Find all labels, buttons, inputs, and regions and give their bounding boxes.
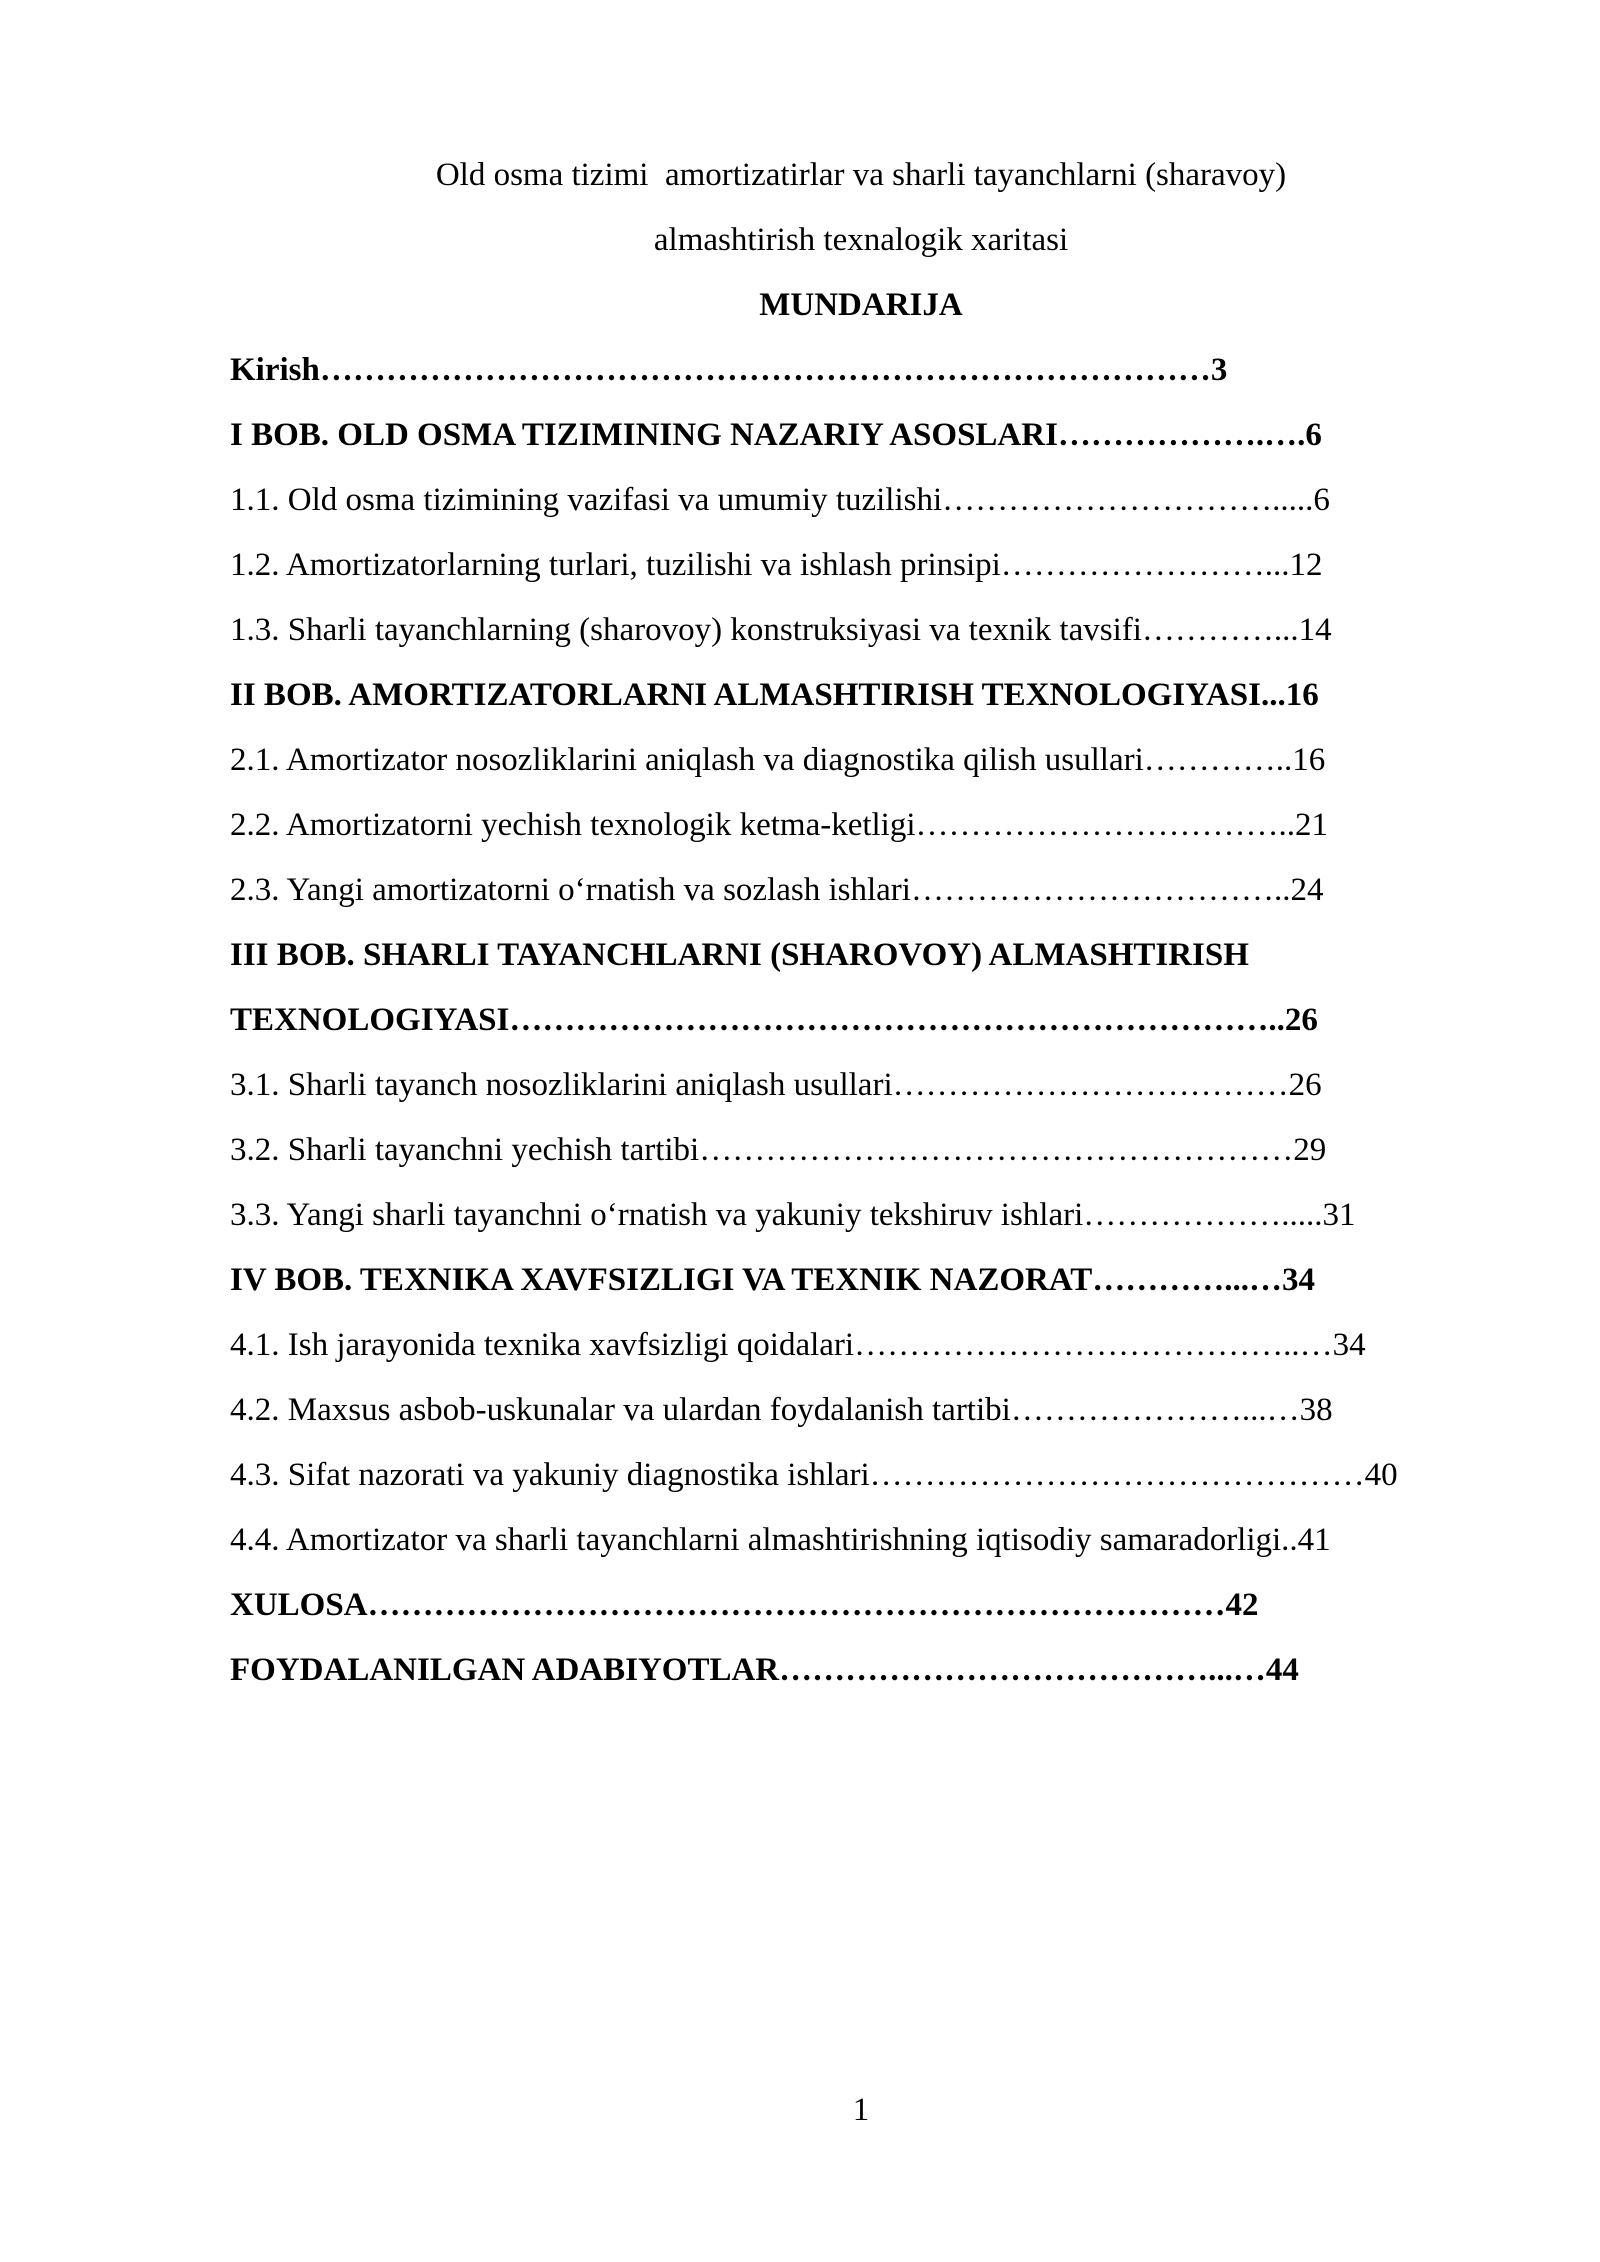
toc-entry: FOYDALANILGAN ADABIYOTLAR…………………………………...…44 xyxy=(230,1652,1299,1688)
toc-entry: 3.3. Yangi sharli tayanchni oʻrnatish va yakuniy tekshiruv ishlari……………….....31 xyxy=(230,1197,1356,1233)
toc-entry: 2.2. Amortizatorni yechish texnologik ketma-ketligi……………………………..21 xyxy=(230,807,1329,843)
toc-entry: I BOB. OLD OSMA TIZIMINING NAZARIY ASOSLARI……………….….6 xyxy=(230,417,1322,453)
contents-heading: MUNDARIJA xyxy=(759,287,963,323)
toc-entry: XULOSA……………………………………………………………………42 xyxy=(230,1587,1259,1623)
toc-entry: 4.4. Amortizator va sharli tayanchlarni almashtirishning iqtisodiy samaradorligi..41 xyxy=(230,1522,1331,1558)
toc-entry: 1.3. Sharli tayanchlarning (sharovoy) konstruksiyasi va texnik tavsifi…………...14 xyxy=(230,612,1332,648)
toc-entry: 3.1. Sharli tayanch nosozliklarini aniqlash usullari………………………………26 xyxy=(230,1067,1322,1103)
toc-entry: III BOB. SHARLI TAYANCHLARNI (SHAROVOY) ALMASHTIRISH xyxy=(230,937,1249,973)
page-number: 1 xyxy=(852,2092,870,2128)
document-title-line-2: almashtirish texnalogik xaritasi xyxy=(653,222,1069,258)
toc-entry: 4.2. Maxsus asbob-uskunalar va ulardan foydalanish tartibi…………………...…38 xyxy=(230,1392,1333,1428)
toc-entry: 1.2. Amortizatorlarning turlari, tuzilishi va ishlash prinsipi……………………...12 xyxy=(230,547,1323,583)
toc-entry: IV BOB. TEXNIKA XAVFSIZLIGI VA TEXNIK NAZORAT…………...…34 xyxy=(230,1262,1316,1298)
toc-entry: 4.3. Sifat nazorati va yakuniy diagnostika ishlari………………………………………40 xyxy=(230,1457,1398,1493)
toc-entry: Kirish………………………………………………………………………3 xyxy=(230,352,1228,388)
toc-entry: TEXNOLOGIYASI……………………………………………………………..26 xyxy=(230,1002,1318,1038)
toc-entry: 4.1. Ish jarayonida texnika xavfsizligi qoidalari…………………………………..…34 xyxy=(230,1327,1366,1363)
table-of-contents xyxy=(230,350,1490,1715)
toc-entry: 1.1. Old osma tizimining vazifasi va umumiy tuzilishi………………………….....6 xyxy=(230,482,1330,518)
toc-entry: 3.2. Sharli tayanchni yechish tartibi………………………………………………29 xyxy=(230,1132,1327,1168)
toc-entry: 2.3. Yangi amortizatorni oʻrnatish va sozlash ishlari……………………………..24 xyxy=(230,872,1324,908)
toc-entry: II BOB. AMORTIZATORLARNI ALMASHTIRISH TEXNOLOGIYASI...16 xyxy=(230,677,1319,713)
document-title-line-1: Old osma tizimi amortizatirlar va sharli tayanchlarni (sharavoy) xyxy=(435,157,1287,193)
toc-entry: 2.1. Amortizator nosozliklarini aniqlash va diagnostika qilish usullari…………..16 xyxy=(230,742,1326,778)
